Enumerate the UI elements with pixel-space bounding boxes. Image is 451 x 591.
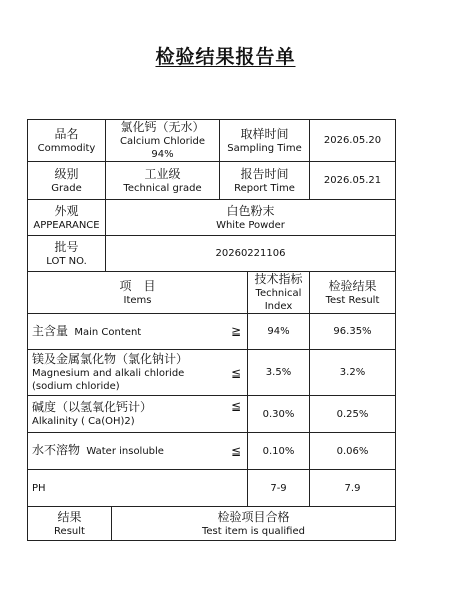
- table-row: [28, 433, 396, 470]
- grade-label: 级别 Grade: [28, 162, 106, 200]
- technical-index-cell: 0.30%: [248, 396, 310, 433]
- technical-index-cell: 94%: [248, 314, 310, 350]
- item-name: PH: [28, 470, 248, 507]
- item-name: 主含量 Main Content ≧: [28, 314, 248, 350]
- page-title: 检验结果报告单: [155, 46, 296, 68]
- result-label: 结果 Result: [28, 507, 112, 541]
- technical-index-cell: 3.5%: [248, 350, 310, 396]
- table-row: [28, 120, 396, 162]
- table-row: [28, 396, 396, 433]
- lot-value: 20260221106: [106, 236, 396, 272]
- item-name: 水不溶物 Water insoluble ≦: [28, 433, 248, 470]
- test-result-cell: 7.9: [310, 470, 396, 507]
- test-result-header: 检验结果 Test Result: [310, 272, 396, 314]
- sampling-time-label: 取样时间 Sampling Time: [220, 120, 310, 162]
- table-row: [28, 200, 396, 236]
- less-equal-symbol: ≦: [230, 443, 241, 458]
- report-time-value: 2026.05.21: [310, 162, 396, 200]
- table-header-row: [28, 272, 396, 314]
- item-name: 碱度（以氢氧化钙计） Alkalinity ( Ca(OH)2) ≦: [28, 396, 248, 433]
- table-row: [28, 470, 396, 507]
- commodity-label: 品名 Commodity: [28, 120, 106, 162]
- table-row: [28, 162, 396, 200]
- test-result-cell: 3.2%: [310, 350, 396, 396]
- less-equal-symbol: ≦: [230, 399, 241, 413]
- less-equal-symbol: ≦: [230, 366, 241, 380]
- table-row: [28, 350, 396, 396]
- items-header: 项 目 Items: [28, 272, 248, 314]
- technical-index-cell: 7-9: [248, 470, 310, 507]
- technical-index-cell: 0.10%: [248, 433, 310, 470]
- table-row: [28, 236, 396, 272]
- lot-label: 批号 LOT NO.: [28, 236, 106, 272]
- grade-value: 工业级 Technical grade: [106, 162, 220, 200]
- greater-equal-symbol: ≧: [230, 324, 241, 338]
- item-name: 镁及金属氯化物（氯化钠计） Magnesium and alkali chloride (sodium chloride) ≦: [28, 350, 248, 396]
- table-row: [28, 507, 396, 541]
- result-value: 检验项目合格 Test item is qualified: [112, 507, 396, 541]
- test-result-cell: 0.25%: [310, 396, 396, 433]
- report-table: [27, 119, 396, 541]
- report-time-label: 报告时间 Report Time: [220, 162, 310, 200]
- commodity-value: 氯化钙（无水） Calcium Chloride 94%: [106, 120, 220, 162]
- test-result-cell: 96.35%: [310, 314, 396, 350]
- table-row: [28, 314, 396, 350]
- appearance-label: 外观 APPEARANCE: [28, 200, 106, 236]
- test-result-cell: 0.06%: [310, 433, 396, 470]
- appearance-value: 白色粉末 White Powder: [106, 200, 396, 236]
- technical-index-header: 技术指标 Technical Index: [248, 272, 310, 314]
- sampling-time-value: 2026.05.20: [310, 120, 396, 162]
